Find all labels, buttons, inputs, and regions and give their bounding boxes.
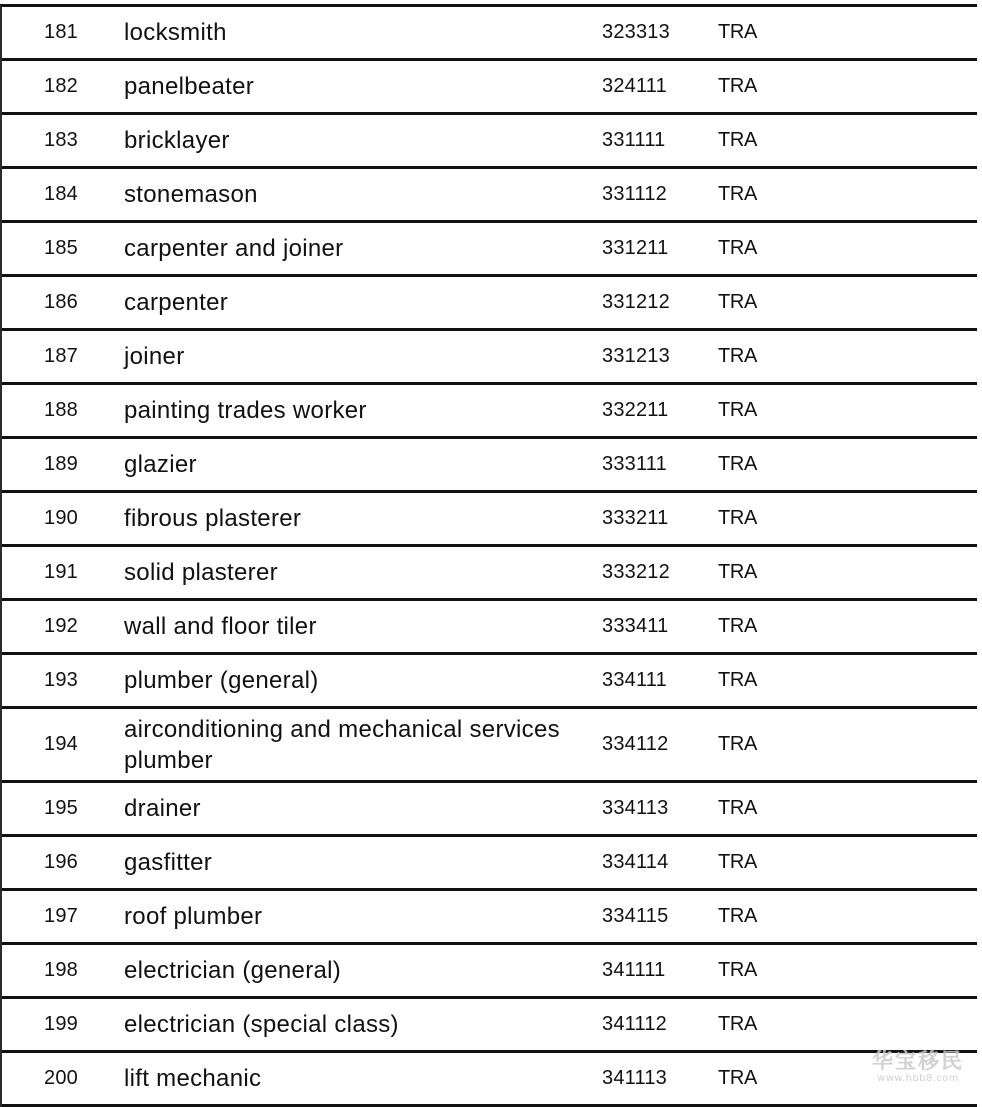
- row-number: 187: [44, 345, 78, 367]
- assessing-authority: TRA: [718, 291, 758, 313]
- occupation-name: bricklayer: [124, 127, 230, 154]
- row-number: 185: [44, 237, 78, 259]
- occupation-name: electrician (special class): [124, 1011, 399, 1038]
- table-row: [2, 999, 977, 1053]
- table-row: [2, 223, 977, 277]
- occupation-name: locksmith: [124, 19, 227, 46]
- assessing-authority: TRA: [718, 237, 758, 259]
- assessing-authority: TRA: [718, 797, 758, 819]
- anzsco-code: 334112: [602, 733, 669, 755]
- anzsco-code: 333212: [602, 561, 670, 583]
- assessing-authority: TRA: [718, 399, 758, 421]
- anzsco-code: 324111: [602, 75, 667, 97]
- anzsco-code: 341112: [602, 1013, 667, 1035]
- assessing-authority: TRA: [718, 851, 758, 873]
- table-row: [2, 493, 977, 547]
- anzsco-code: 341111: [602, 959, 666, 981]
- row-number: 184: [44, 183, 78, 205]
- row-number: 192: [44, 615, 78, 637]
- row-number: 197: [44, 905, 78, 927]
- anzsco-code: 331112: [602, 183, 667, 205]
- assessing-authority: TRA: [718, 905, 758, 927]
- occupation-name: fibrous plasterer: [124, 505, 302, 532]
- row-number: 189: [44, 453, 78, 475]
- row-number: 195: [44, 797, 78, 819]
- row-number: 188: [44, 399, 78, 421]
- occupation-name: lift mechanic: [124, 1065, 262, 1092]
- assessing-authority: TRA: [718, 129, 758, 151]
- occupation-name: plumber (general): [124, 667, 319, 694]
- table-row: [2, 61, 977, 115]
- anzsco-code: 334111: [602, 669, 667, 691]
- assessing-authority: TRA: [718, 345, 758, 367]
- table-row: [2, 709, 977, 783]
- assessing-authority: TRA: [718, 733, 758, 755]
- occupation-table: [0, 4, 977, 1107]
- assessing-authority: TRA: [718, 453, 758, 475]
- row-number: 194: [44, 733, 78, 755]
- assessing-authority: TRA: [718, 183, 758, 205]
- watermark-logo: [870, 1051, 966, 1084]
- anzsco-code: 333411: [602, 615, 669, 637]
- occupation-name: drainer: [124, 795, 201, 822]
- anzsco-code: 334113: [602, 797, 669, 819]
- watermark-url: www.hbb8.com: [877, 1073, 959, 1084]
- assessing-authority: TRA: [718, 21, 758, 43]
- table-row: [2, 385, 977, 439]
- anzsco-code: 333111: [602, 453, 667, 475]
- table-row: [2, 331, 977, 385]
- occupation-name: panelbeater: [124, 73, 255, 100]
- occupation-name: carpenter and joiner: [124, 235, 344, 262]
- occupation-name: gasfitter: [124, 849, 213, 876]
- row-number: 191: [44, 561, 78, 583]
- assessing-authority: TRA: [718, 561, 758, 583]
- occupation-name: airconditioning and mechanical services plumber: [124, 715, 560, 774]
- table-row: [2, 115, 977, 169]
- table-row: [2, 837, 977, 891]
- table-row: [2, 601, 977, 655]
- occupation-name: solid plasterer: [124, 559, 278, 586]
- anzsco-code: 334114: [602, 851, 669, 873]
- table-row: [2, 783, 977, 837]
- assessing-authority: TRA: [718, 1067, 758, 1089]
- occupation-name: glazier: [124, 451, 197, 478]
- assessing-authority: TRA: [718, 959, 758, 981]
- assessing-authority: TRA: [718, 507, 758, 529]
- row-number: 198: [44, 959, 78, 981]
- table-row: [2, 439, 977, 493]
- anzsco-code: 331111: [602, 129, 666, 151]
- table-row: [2, 891, 977, 945]
- anzsco-code: 331212: [602, 291, 670, 313]
- occupation-name: carpenter: [124, 289, 229, 316]
- table-row: [2, 945, 977, 999]
- table-row: [2, 7, 977, 61]
- row-number: 196: [44, 851, 78, 873]
- occupation-name: electrician (general): [124, 957, 342, 984]
- assessing-authority: TRA: [718, 1013, 758, 1035]
- row-number: 181: [44, 21, 78, 43]
- table-row: [2, 547, 977, 601]
- table-row: [2, 1049, 977, 1107]
- table-row: [2, 169, 977, 223]
- occupation-name: painting trades worker: [124, 397, 367, 424]
- table-row: [2, 277, 977, 331]
- row-number: 200: [44, 1067, 78, 1089]
- assessing-authority: TRA: [718, 669, 758, 691]
- occupation-name: roof plumber: [124, 903, 263, 930]
- row-number: 183: [44, 129, 78, 151]
- row-number: 193: [44, 669, 78, 691]
- occupation-name: stonemason: [124, 181, 258, 208]
- watermark-title: 华宝移民: [872, 1049, 964, 1073]
- anzsco-code: 333211: [602, 507, 669, 529]
- row-number: 182: [44, 75, 78, 97]
- assessing-authority: TRA: [718, 615, 758, 637]
- anzsco-code: 332211: [602, 399, 669, 421]
- anzsco-code: 334115: [602, 905, 669, 927]
- table-row: [2, 655, 977, 709]
- row-number: 190: [44, 507, 78, 529]
- assessing-authority: TRA: [718, 75, 758, 97]
- anzsco-code: 341113: [602, 1067, 667, 1089]
- row-number: 199: [44, 1013, 78, 1035]
- row-number: 186: [44, 291, 78, 313]
- anzsco-code: 331213: [602, 345, 670, 367]
- anzsco-code: 331211: [602, 237, 669, 259]
- occupation-name: joiner: [124, 343, 185, 370]
- occupation-name: wall and floor tiler: [124, 613, 317, 640]
- anzsco-code: 323313: [602, 21, 670, 43]
